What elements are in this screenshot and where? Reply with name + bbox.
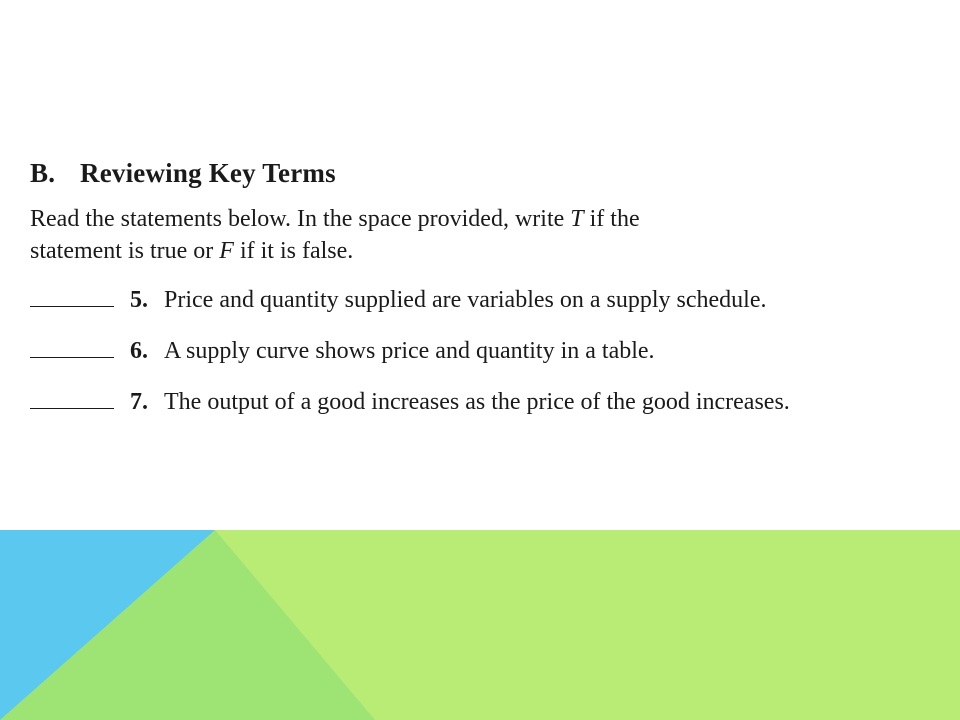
statement-item-6	[30, 337, 655, 365]
instructions-part-3: statement is true or	[30, 238, 220, 264]
instructions-part-1: Read the statements below. In the space provided, write	[30, 206, 571, 232]
statement-number: 6.	[130, 338, 148, 364]
instructions-t: T	[570, 206, 584, 232]
section-heading	[30, 158, 336, 189]
instructions-part-4: if it is false.	[233, 238, 354, 264]
statement-item-7	[30, 388, 790, 416]
statement-item-5	[30, 286, 767, 314]
instructions-text	[30, 203, 790, 267]
answer-blank-7[interactable]	[30, 388, 114, 409]
decorative-footer-shapes	[0, 530, 960, 720]
statement-number: 5.	[130, 287, 148, 313]
instructions-part-2: if the	[583, 206, 640, 232]
answer-blank-5[interactable]	[30, 286, 114, 307]
section-title: Reviewing Key Terms	[80, 158, 336, 188]
statement-text: A supply curve shows price and quantity in a table.	[164, 338, 655, 364]
statement-text: The output of a good increases as the price of the good increases.	[164, 389, 790, 415]
answer-blank-6[interactable]	[30, 337, 114, 358]
statement-text: Price and quantity supplied are variables on a supply schedule.	[164, 287, 767, 313]
statement-number: 7.	[130, 389, 148, 415]
section-letter: B.	[30, 158, 56, 188]
instructions-f: F	[219, 238, 234, 264]
